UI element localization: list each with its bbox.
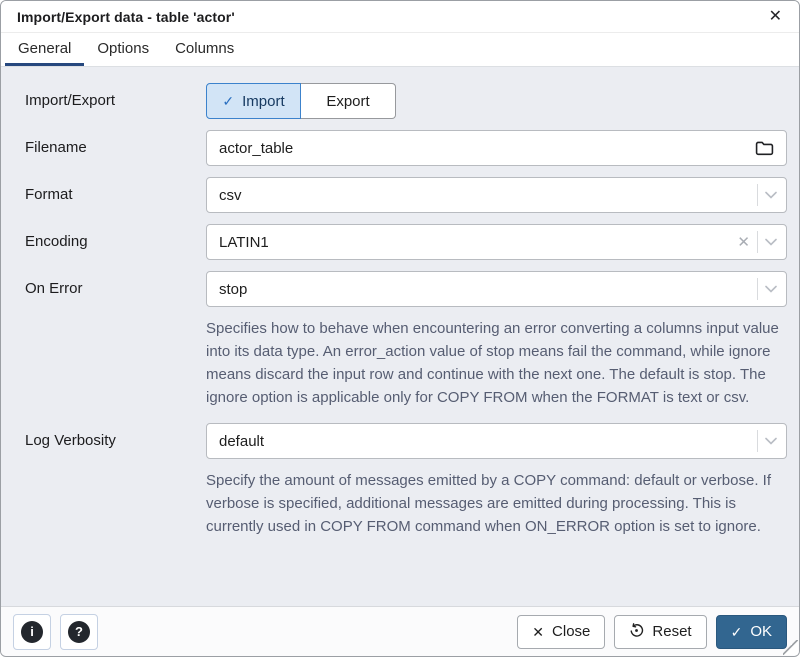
on-error-help-text: Specifies how to behave when encountering an error converting a columns input value into its data type. An error_action value of stop means fail the command, while ignore means discard the input row and continue with the next one. The default is stop. The ignore option is applicable only for COPY FROM when the FORMAT is text or csv.	[206, 320, 779, 406]
general-tab-panel	[1, 67, 799, 541]
import-export-label: Import/Export	[25, 92, 116, 109]
tab-columns[interactable]	[162, 33, 247, 66]
encoding-row	[25, 224, 787, 260]
help-icon: ?	[68, 621, 90, 643]
close-button[interactable]	[517, 615, 605, 649]
chevron-down-icon[interactable]	[758, 437, 786, 445]
chevron-down-icon[interactable]	[758, 285, 786, 293]
on-error-select[interactable]	[206, 271, 787, 307]
clear-icon[interactable]: ✕	[737, 234, 750, 251]
ok-button[interactable]	[716, 615, 787, 649]
format-value: csv	[219, 186, 242, 204]
on-error-label: On Error	[25, 280, 83, 297]
tab-bar	[1, 33, 799, 67]
reset-button[interactable]	[614, 615, 706, 649]
log-verbosity-label: Log Verbosity	[25, 432, 116, 449]
tab-options-label: Options	[97, 39, 150, 57]
import-toggle-label: Import	[242, 92, 285, 110]
log-verbosity-select[interactable]	[206, 423, 787, 459]
format-select[interactable]	[206, 177, 787, 213]
info-button[interactable]	[13, 614, 51, 650]
info-icon: i	[21, 621, 43, 643]
format-row	[25, 177, 787, 213]
folder-icon[interactable]	[749, 140, 786, 156]
close-button-label: Close	[552, 623, 591, 640]
filename-field	[206, 130, 787, 166]
format-label: Format	[25, 186, 73, 203]
export-toggle-label: Export	[326, 92, 370, 110]
filename-input[interactable]	[207, 131, 749, 165]
encoding-value: LATIN1	[219, 233, 269, 251]
dialog-footer	[1, 606, 799, 656]
reset-button-label: Reset	[652, 623, 692, 640]
tab-general-label: General	[18, 39, 72, 57]
filename-row	[25, 130, 787, 166]
check-icon: ✓	[222, 92, 235, 109]
tab-columns-label: Columns	[175, 39, 235, 57]
log-verbosity-help-text: Specify the amount of messages emitted by a COPY command: default or verbose. If verbose is specified, additional messages are emitted during processing. This is currently used in COPY FROM command when ON_ERROR option is set to ignore.	[206, 472, 772, 535]
tab-options[interactable]	[84, 33, 162, 66]
filename-label: Filename	[25, 139, 87, 156]
log-verbosity-value: default	[219, 432, 265, 450]
help-button[interactable]	[60, 614, 98, 650]
on-error-value: stop	[219, 280, 248, 298]
reset-icon	[629, 623, 644, 640]
resize-grip[interactable]	[783, 640, 798, 655]
dialog-title: Import/Export data - table 'actor'	[17, 8, 235, 25]
encoding-select[interactable]	[206, 224, 787, 260]
export-toggle[interactable]	[301, 83, 396, 119]
import-export-toggle	[206, 83, 396, 119]
close-icon[interactable]: ✕	[768, 7, 782, 25]
on-error-row	[25, 271, 787, 412]
tab-general[interactable]	[5, 33, 84, 66]
import-export-row	[25, 83, 787, 119]
log-verbosity-row	[25, 423, 787, 541]
dialog-titlebar	[1, 1, 799, 33]
chevron-down-icon[interactable]	[758, 191, 786, 199]
close-x-icon: ✕	[532, 623, 545, 640]
ok-check-icon: ✓	[730, 623, 743, 640]
encoding-label: Encoding	[25, 233, 88, 250]
ok-button-label: OK	[750, 623, 772, 640]
import-toggle[interactable]	[206, 83, 301, 119]
chevron-down-icon[interactable]	[758, 238, 786, 246]
